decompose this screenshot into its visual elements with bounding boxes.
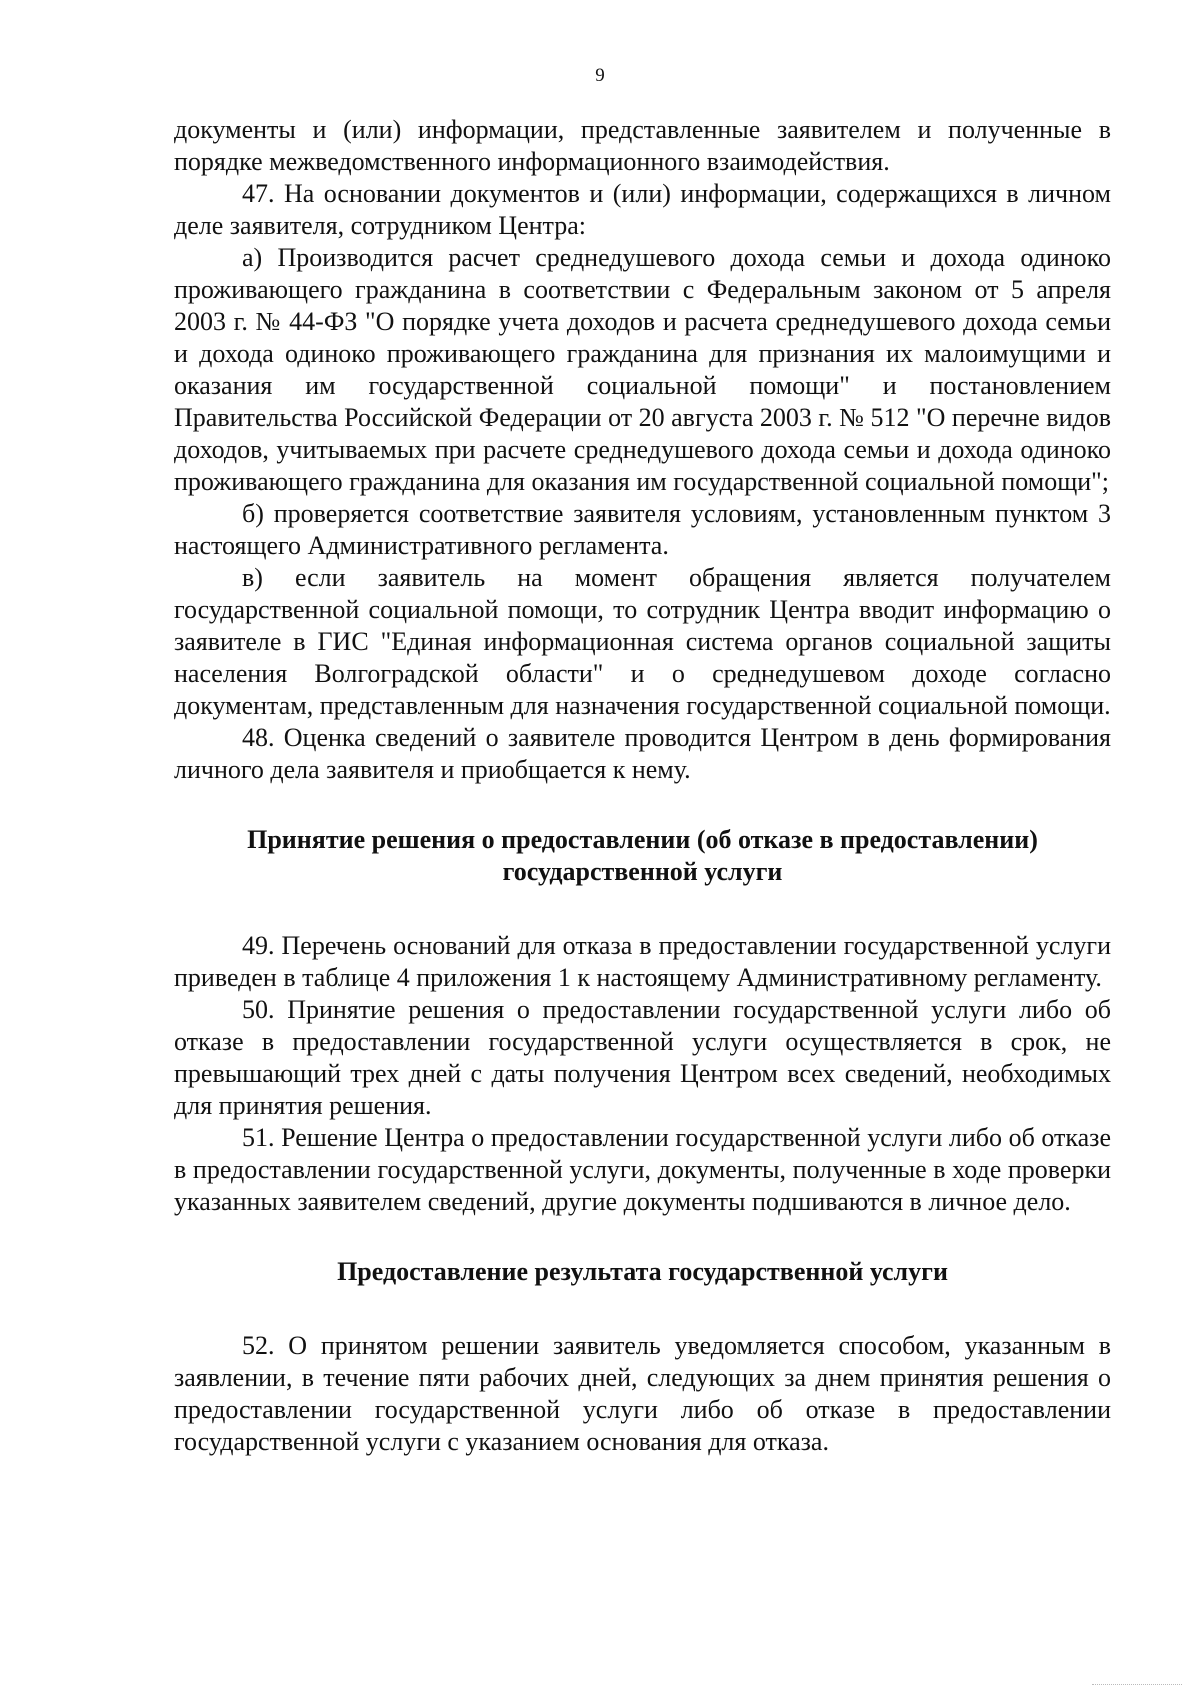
section-heading-decision-line-1: Принятие решения о предоставлении (об отказе в предоставлении) [247,825,1038,854]
paragraph-52: 52. О принятом решении заявитель уведомляется способом, указанным в заявлении, в течение пяти рабочих дней, следующих за днем принятия решения о предоставлении государственной услуги либо об отказе в предоставлении государственной услуги с указанием основания для отказа. [174,1331,1111,1456]
section-heading-result: Предоставление результата государственной услуги [337,1257,948,1286]
paragraph-49: 49. Перечень оснований для отказа в предоставлении государственной услуги приведен в таблице 4 приложения 1 к настоящему Административному регламенту. [174,931,1111,992]
paragraph-47-v: в) если заявитель на момент обращения является получателем государственной социальной помощи, то сотрудник Центра вводит информацию о заявителе в ГИС "Единая информационная система органов социальной защиты населения Волгоградской области" и о среднедушевом доходе согласно документам, представленным для назначения государственной социальной помощи. [174,563,1111,720]
paragraph-47-b: б) проверяется соответствие заявителя условиям, установленным пунктом 3 настоящего Административного регламента. [174,499,1111,560]
scan-artifact-mark [1092,1684,1182,1686]
paragraph-continuation: документы и (или) информации, представленные заявителем и полученные в порядке межведомственного информационного взаимодействия. [174,115,1111,176]
page-number: 9 [595,65,605,86]
paragraph-47-a: а) Производится расчет среднедушевого дохода семьи и дохода одиноко проживающего гражданина в соответствии с Федеральным законом от 5 апреля 2003 г. № 44-ФЗ "О порядке учета доходов и расчета среднедушевого дохода семьи и дохода одиноко проживающего гражданина для признания их малоимущими и оказания им государственной социальной помощи" и постановлением Правительства Российской Федерации от 20 августа 2003 г. № 512 "О перечне видов доходов, учитываемых при расчете среднедушевого дохода семьи и дохода одиноко проживающего гражданина для оказания им государственной социальной помощи"; [174,243,1111,496]
paragraph-47: 47. На основании документов и (или) информации, содержащихся в личном деле заявителя, сотрудником Центра: [174,179,1111,240]
paragraph-50: 50. Принятие решения о предоставлении государственной услуги либо об отказе в предоставлении государственной услуги осуществляется в срок, не превышающий трех дней с даты получения Центром всех сведений, необходимых для принятия решения. [174,995,1111,1120]
paragraph-48: 48. Оценка сведений о заявителе проводится Центром в день формирования личного дела заявителя и приобщается к нему. [174,723,1111,784]
paragraph-51: 51. Решение Центра о предоставлении государственной услуги либо об отказе в предоставлении государственной услуги, документы, полученные в ходе проверки указанных заявителем сведений, другие документы подшиваются в личное дело. [174,1123,1111,1216]
section-heading-decision-line-2: государственной услуги [502,857,783,886]
section-heading-decision [174,824,1111,888]
document-body [174,114,1111,1458]
